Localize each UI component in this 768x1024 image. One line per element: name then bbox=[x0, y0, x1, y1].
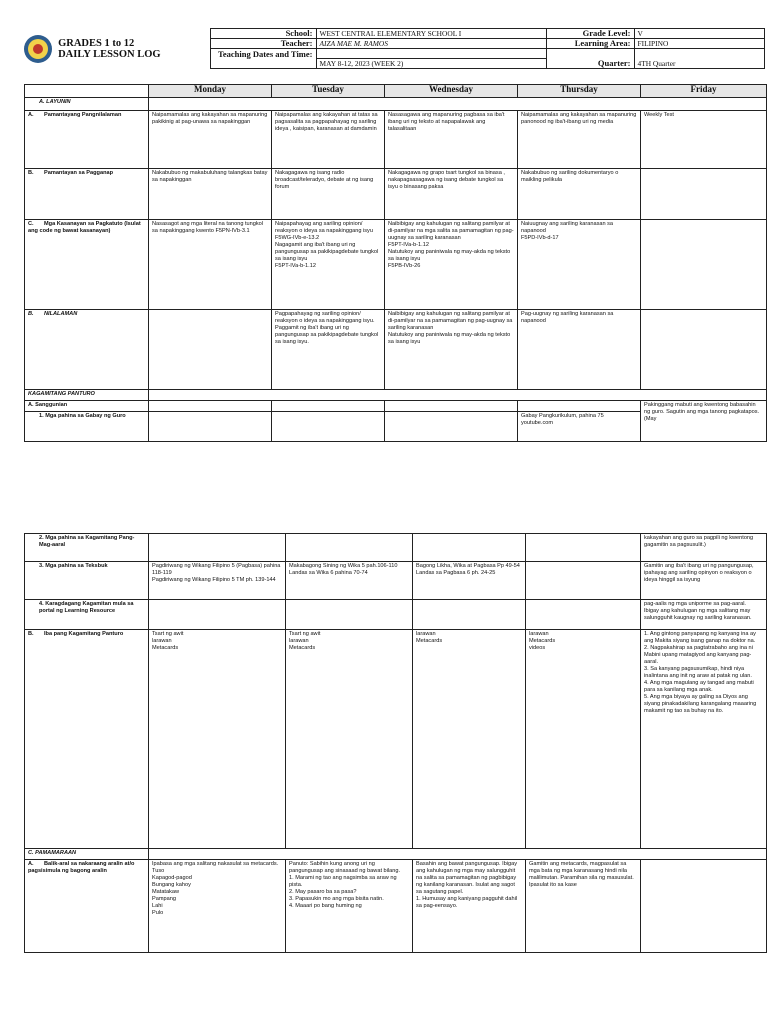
row-num: B. bbox=[28, 311, 34, 317]
cell-mon bbox=[149, 534, 286, 562]
cell-wed: Naibibigay ang kahulugan ng salitang pamilyar at di-pamilyar na sa pamamagitan ng pag-uugnay sa sariling karanasan Natutukoy ang paniniwala ng may-akda ng teksto sa isang isyu bbox=[385, 310, 518, 390]
day-thursday: Thursday bbox=[518, 85, 641, 98]
row-num: C. bbox=[28, 221, 34, 227]
cell-wed: Naibibigay ang kahulugan ng salitang pamilyar at di-pamilyar na mga salita sa pamamagitan ng pag-uugnay sa sariling karanasan F5PT-IVa-b-1.12 Natutukoy ang paniniwala ng may-akda ng teksto sa isang isyu F5PB-IVb-26 bbox=[385, 220, 518, 310]
row-num: B. bbox=[28, 631, 34, 637]
title-line-1: GRADES 1 to 12 bbox=[58, 37, 135, 49]
title-line-2: DAILY LESSON LOG bbox=[58, 48, 161, 60]
pamamaraan-span bbox=[149, 849, 767, 860]
row-label-mga-kasanayan bbox=[25, 220, 149, 310]
day-monday: Monday bbox=[149, 85, 272, 98]
cell-mon: Nakabubuo ng makabuluhang talangkas batay sa napakinggan bbox=[149, 169, 272, 220]
cell-tue bbox=[272, 412, 385, 442]
cell-tue: Naipapahayag ang sariling opinion/ reaksyon o ideya sa napakinggang isyu F5WG-IVb-e-13.2 Nagagamit ang iba't ibang uri ng pangungusap sa pakikipagdebate tungkol sa isang isyu F5PT-IVa-b-1.12 bbox=[272, 220, 385, 310]
lesson-table-bottom bbox=[24, 533, 767, 953]
cell-fri: 1. Ang gintong panyapang ng kanyang ina ay ang Makita siyang isang ganap na doktor na. 2. Nagpakahirap sa pagtatrabaho ang ina ni Mabini upang matagiyod ang kanyang pag-aaral. 3. Sa kanyang pagsusumikap, hindi niya inalintana ang init ng araw at patak ng ulan. 4. Ang mga magulang ay tangad ang mabuti para sa kanilang mga anak. 5. Ang mga biyaya ay galing sa Diyos ang siyang pinakadakilang karangalang maaaring makamit ng tao sa buhay na ito. bbox=[641, 630, 767, 849]
row-label-teksbuk: 3. Mga pahina sa Teksbuk bbox=[25, 562, 149, 600]
school-label: School: bbox=[210, 29, 316, 39]
cell-mon: Ipabasa ang mga salitang nakasulat sa metacards. Tuso Kapagod-pagod Bungang kahoy Matatakaw Pampang Lahi Pulo bbox=[149, 860, 286, 953]
grade-label: Grade Level: bbox=[546, 29, 634, 39]
cell-mon bbox=[149, 412, 272, 442]
row-label: NILALAMAN bbox=[44, 311, 78, 317]
cell-tue bbox=[286, 534, 413, 562]
cell-thu bbox=[518, 401, 641, 412]
cell-fri: Pakinggang mabuti ang kwentong babasahin ng guro. Sagutin ang mga tanong pagkatapos. (May bbox=[641, 401, 767, 442]
section-pamamaraan: C. PAMAMARAAN bbox=[25, 849, 149, 860]
row-label-sanggunian: A. Sanggunian bbox=[25, 401, 149, 412]
cell-tue bbox=[286, 600, 413, 630]
teacher-value: AIZA MAE M. RAMOS bbox=[316, 39, 546, 49]
cell-fri bbox=[641, 310, 767, 390]
cell-mon: Naipamamalas ang kakayahan sa mapanuring pakikinig at pag-unawa sa napakinggan bbox=[149, 111, 272, 169]
section-layunin: A. LAYUNIN bbox=[25, 98, 149, 111]
cell-wed bbox=[385, 401, 518, 412]
corner-cell bbox=[25, 85, 149, 98]
cell-wed bbox=[413, 534, 526, 562]
row-label-pamantayan-sa-pagganap bbox=[25, 169, 149, 220]
header-table bbox=[24, 28, 765, 69]
cell-fri bbox=[641, 169, 767, 220]
cell-wed: Bagong Likha, Wika at Pagbasa Pp 49-54 Landas sa Pagbasa 6 ph. 24-25 bbox=[413, 562, 526, 600]
row-label: Pamantayang Pangnilalaman bbox=[44, 112, 122, 118]
row-label-gabay: 1. Mga pahina sa Gabay ng Guro bbox=[25, 412, 149, 442]
area-value: FILIPINO bbox=[634, 39, 764, 49]
cell-wed bbox=[385, 412, 518, 442]
cell-tue: Nakagagawa ng isang radio broadcast/teleradyo, debate at ng isang forum bbox=[272, 169, 385, 220]
header-brand bbox=[24, 29, 210, 69]
row-num: A. bbox=[28, 112, 34, 118]
cell-thu: Naiuugnay ang sariling karanasan sa napanood F5PD-IVb-d-17 bbox=[518, 220, 641, 310]
cell-fri bbox=[641, 860, 767, 953]
row-label-karagdagang-kagamitan: 4. Karagdagang Kagamitan mula sa portal ng Learning Resource bbox=[25, 600, 149, 630]
cell-thu bbox=[526, 534, 641, 562]
cell-mon: Tsart ng awit larawan Metacards bbox=[149, 630, 286, 849]
cell-fri: pag-aalis ng mga uniporme sa pag-aaral. Ibigay ang kahulugan ng mga salitang may salungguhit kaugnay ng sariling karanasan. bbox=[641, 600, 767, 630]
row-label: Iba pang Kagamitang Panturo bbox=[44, 631, 124, 637]
cell-wed: Nakagagawa ng grapo tsart tungkol sa binasa , nakapagsasagawa ng isang debate tungkol sa isyu o binasang paksa bbox=[385, 169, 518, 220]
quarter-value: 4TH Quarter bbox=[634, 49, 764, 69]
cell-mon bbox=[149, 600, 286, 630]
day-tuesday: Tuesday bbox=[272, 85, 385, 98]
row-label-nilalaman bbox=[25, 310, 149, 390]
cell-mon bbox=[149, 401, 272, 412]
school-value: WEST CENTRAL ELEMENTARY SCHOOL I bbox=[316, 29, 546, 39]
day-friday: Friday bbox=[641, 85, 767, 98]
row-label-iba-pang-kagamitan bbox=[25, 630, 149, 849]
cell-mon bbox=[149, 310, 272, 390]
cell-wed bbox=[413, 600, 526, 630]
row-label-pamantayang-pangnilalaman bbox=[25, 111, 149, 169]
row-label: Balik-aral sa nakaraang aralin at/o pagsisimula ng bagong aralin bbox=[28, 861, 135, 874]
cell-thu bbox=[526, 600, 641, 630]
cell-tue: Pagpapahayag ng sariling opinion/ reaksyon o ideya sa napakinggang isyu. Paggamit ng iba't ibang uri ng pangungusap sa pakikipagdebate tungkol sa isang isyu. bbox=[272, 310, 385, 390]
cell-thu: larawan Metacards videos bbox=[526, 630, 641, 849]
cell-wed: Nasasagawa ang mapanuring pagbasa sa iba't ibang uri ng teksto at napapalawak ang talasalitaan bbox=[385, 111, 518, 169]
cell-tue: Panuto: Sabihin kung anong uri ng pangungusap ang sinasaad ng bawat bilang. 1. Marami ng tao ang nagsimba sa araw ng pista. 2. May pasaro ba sa pasa? 3. Papasukin mo ang mga bisita natin. 4. Maaari po bang huming ng bbox=[286, 860, 413, 953]
cell-wed: Basahin ang bawat pangungusap. Ibigay ang kahulugan ng mga may salungguhit na salita sa pamamagitan ng pagbibigay ng kanilang karanasan. Isulat ang sagot sa sagutang papel. 1. Humusay ang kaniyang pagguhit dahil sa pag-eensayo. bbox=[413, 860, 526, 953]
cell-thu bbox=[526, 562, 641, 600]
teacher-label: Teacher: bbox=[210, 39, 316, 49]
row-num: B. bbox=[28, 170, 34, 176]
kagamitan-span bbox=[149, 390, 767, 401]
deped-seal-icon bbox=[24, 35, 52, 63]
dates-value: MAY 8-12, 2023 (WEEK 2) bbox=[316, 59, 546, 69]
grade-value: V bbox=[634, 29, 764, 39]
cell-tue: Tsart ng awit larawan Metacards bbox=[286, 630, 413, 849]
layunin-span bbox=[149, 98, 767, 111]
section-kagamitan: KAGAMITANG PANTURO bbox=[25, 390, 149, 401]
cell-fri: kakayahan ang guro sa pagpili ng kwentong gagamitin sa pagsusulit.) bbox=[641, 534, 767, 562]
dates-label: Teaching Dates and Time: bbox=[210, 49, 316, 69]
lesson-table-top bbox=[24, 84, 767, 442]
quarter-label: Quarter: bbox=[546, 49, 634, 69]
area-label: Learning Area: bbox=[546, 39, 634, 49]
cell-thu: Gabay Pangkurikulum, pahina 75 youtube.com bbox=[518, 412, 641, 442]
cell-fri: Gamitin ang iba't ibang uri ng pangungusap, ipahayag ang sariling opinyon o reaksyon o ideya hinggil sa isyung bbox=[641, 562, 767, 600]
row-label-kagamitang-mag-aaral: 2. Mga pahina sa Kagamitang Pang-Mag-aaral bbox=[25, 534, 149, 562]
dates-spacer bbox=[316, 49, 546, 59]
cell-thu: Nakabubuo ng sariling dokumentaryo o maikling pelikula bbox=[518, 169, 641, 220]
cell-mon: Nasasagot ang mga literal na tanong tungkol sa napakinggang kwento F5PN-IVb-3.1 bbox=[149, 220, 272, 310]
cell-tue: Makabagong Sining ng Wika 5 pah.106-110 Landas sa Wika 6 pahina 70-74 bbox=[286, 562, 413, 600]
day-wednesday: Wednesday bbox=[385, 85, 518, 98]
cell-fri: Weekly Test bbox=[641, 111, 767, 169]
cell-thu: Pag-uugnay ng sariling karanasan sa napanood bbox=[518, 310, 641, 390]
cell-tue bbox=[272, 401, 385, 412]
cell-thu: Gamitin ang metacards, magpasulat sa mga bata ng mga karanasang hindi nila malilimutan. Paramihan sila ng masusulat. Ipasulat ito sa kase bbox=[526, 860, 641, 953]
row-label: Pamantayan sa Pagganap bbox=[44, 170, 114, 176]
cell-thu: Naipamamalas ang kakayahan sa mapanuring panonood ng iba't-ibang uri ng media bbox=[518, 111, 641, 169]
cell-tue: Naipapamalas ang kakayahan at tatas sa pagsasalita sa pagpapahayag ng sariling ideya , kaisipan, karanasan at damdamin bbox=[272, 111, 385, 169]
row-num: A. bbox=[28, 861, 34, 867]
form-title bbox=[58, 38, 161, 60]
row-label-balik-aral bbox=[25, 860, 149, 953]
cell-fri bbox=[641, 220, 767, 310]
cell-wed: larawan Metacards bbox=[413, 630, 526, 849]
cell-mon: Pagdiriwang ng Wikang Filipino 5 (Pagbasa) pahina 118-119 Pagdiriwang ng Wikang Filipino 5 TM ph. 139-144 bbox=[149, 562, 286, 600]
row-label: Mga Kasanayan sa Pagkatuto (Isulat ang code ng bawat kasanayan) bbox=[28, 221, 141, 234]
